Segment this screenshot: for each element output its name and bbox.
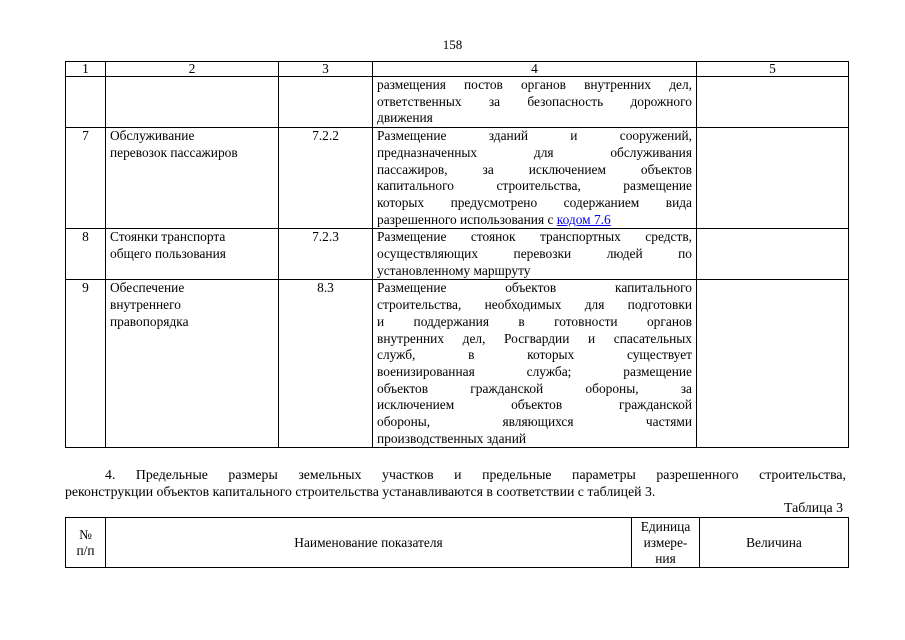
row-number: 9 (66, 280, 106, 448)
use-type-description (373, 77, 697, 128)
column-5-cell (697, 77, 849, 128)
description-line-text: производственных зданий (377, 430, 527, 446)
description-line-text: капитального строительства, размещение (377, 178, 692, 194)
col-num-header (66, 518, 106, 568)
row-number (66, 77, 106, 128)
use-type-name-line: общего пользования (110, 246, 226, 262)
description-line (377, 178, 692, 195)
description-line-text: внутренних дел, Росгвардии и спасательных (377, 330, 692, 346)
page-number: 158 (442, 37, 463, 52)
description-line (377, 347, 692, 364)
description-line-text: исключением объектов гражданской (377, 397, 692, 413)
use-type-description (373, 280, 697, 448)
description-line (377, 364, 692, 381)
description-line-text: Размещение стоянок транспортных средств, (377, 229, 692, 245)
description-line-text: движения (377, 110, 433, 126)
description-line (377, 431, 692, 448)
description-line (377, 331, 692, 348)
description-line (377, 128, 692, 145)
table-row (66, 77, 849, 128)
description-line-text: Размещение зданий и сооружений, (377, 128, 692, 144)
table-row (66, 229, 849, 280)
column-5-cell (697, 128, 849, 229)
description-line (377, 145, 692, 162)
description-line (377, 297, 692, 314)
header-cell-2: 2 (106, 62, 279, 77)
description-line-text: осуществляющих перевозки людей по (377, 246, 692, 262)
description-line-text: ответственных за безопасность дорожного (377, 93, 692, 109)
code-reference-link[interactable]: кодом 7.6 (556, 211, 611, 227)
header-cell-4: 4 (373, 62, 697, 77)
table-header-row (66, 518, 849, 568)
column-5-cell (697, 229, 849, 280)
description-line (377, 314, 692, 331)
table-caption: Таблица 3 (783, 500, 843, 515)
description-line-text: Размещение объектов капитального (377, 280, 692, 296)
parameters-table (65, 517, 849, 568)
table-row (66, 280, 849, 448)
description-line-text: которых предусмотрено содержанием вида (377, 194, 692, 210)
col-value-header: Величина (700, 518, 849, 568)
col-name-header: Наименование показателя (106, 518, 632, 568)
row-number: 8 (66, 229, 106, 280)
column-5-cell (697, 280, 849, 448)
header-cell-3: 3 (279, 62, 373, 77)
description-line (377, 263, 692, 280)
header-cell-5: 5 (697, 62, 849, 77)
row-number: 7 (66, 128, 106, 229)
description-line-text: объектов гражданской обороны, за (377, 380, 692, 396)
col-unit-line: Единица (640, 518, 691, 534)
use-type-name-line: перевозок пассажиров (110, 144, 238, 160)
use-type-name-line: Обслуживание (110, 128, 195, 144)
use-type-name (106, 229, 279, 280)
description-line (377, 246, 692, 263)
description-line-text: служб, в которых существует (377, 347, 692, 363)
use-type-name (106, 128, 279, 229)
description-line (377, 110, 692, 127)
col-num-line: п/п (76, 542, 95, 558)
use-type-name-line: правопорядка (110, 313, 189, 329)
table-row (66, 128, 849, 229)
description-line (377, 212, 692, 229)
col-unit-line: измере- (643, 534, 688, 550)
use-type-name-line: Стоянки транспорта (110, 229, 226, 245)
use-type-name (106, 280, 279, 448)
land-use-table (65, 61, 849, 448)
paragraph-line: 4. Предельные размеры земельных участков и предельные параметры разрешенного строительства, (105, 467, 846, 482)
description-line-text: разрешенного использования с (377, 211, 554, 227)
description-line (377, 195, 692, 212)
description-line-text: пассажиров, за исключением объектов (377, 161, 692, 177)
use-type-code: 8.3 (279, 280, 373, 448)
paragraph-4 (65, 466, 846, 500)
description-line (377, 77, 692, 94)
use-type-description (373, 128, 697, 229)
description-line (377, 162, 692, 179)
use-type-description (373, 229, 697, 280)
description-line (377, 229, 692, 246)
use-type-name-line: Обеспечение (110, 280, 185, 296)
description-line-text: размещения постов органов внутренних дел, (377, 77, 692, 92)
description-line (377, 381, 692, 398)
description-line-text: обороны, являющихся частями (377, 414, 692, 430)
header-cell-1: 1 (66, 62, 106, 77)
description-line (377, 280, 692, 297)
paragraph-line: реконструкции объектов капитального строительства устанавливаются в соответствии с таблицей 3. (65, 484, 656, 499)
col-unit-header (632, 518, 700, 568)
col-num-line: № (79, 526, 92, 542)
description-line-text: строительства, необходимых для подготовки (377, 297, 692, 313)
use-type-code: 7.2.3 (279, 229, 373, 280)
description-line (377, 94, 692, 111)
description-line-text: предназначенных для обслуживания (377, 144, 692, 160)
table-header-row (66, 62, 849, 77)
description-line-text: установленному маршруту (377, 262, 531, 278)
description-line-text: и поддержания в готовности органов (377, 313, 692, 329)
use-type-name-line: внутреннего (110, 297, 181, 313)
description-line (377, 397, 692, 414)
col-unit-line: ния (655, 550, 676, 566)
use-type-code: 7.2.2 (279, 128, 373, 229)
description-line-text: военизированная служба; размещение (377, 363, 692, 379)
description-line (377, 414, 692, 431)
use-type-name (106, 77, 279, 128)
use-type-code (279, 77, 373, 128)
